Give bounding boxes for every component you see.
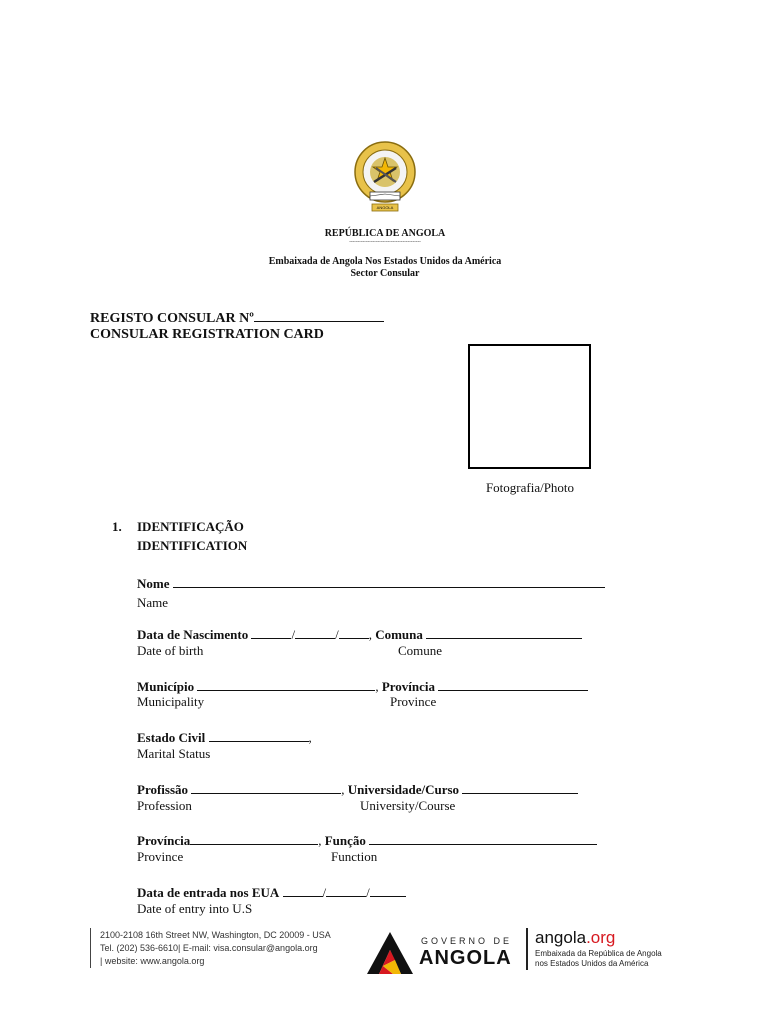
photo-box[interactable]	[468, 344, 591, 469]
site-line2: nos Estados Unidos da América	[535, 959, 649, 968]
entry-label: Data de entrada nos EUA	[137, 885, 280, 900]
consular-sector: Sector Consular	[350, 268, 420, 279]
function-label-en: Function	[331, 849, 378, 864]
birth-day-input[interactable]	[251, 626, 291, 639]
comuna-input[interactable]	[426, 626, 582, 639]
governo-logo-mark	[365, 930, 415, 976]
profissao-label: Profissão	[137, 782, 189, 797]
entry-month-input[interactable]	[326, 884, 366, 897]
footer-left-bar	[90, 928, 91, 968]
civil-label: Estado Civil	[137, 730, 206, 745]
governo-logo	[365, 930, 515, 976]
provincia2-input[interactable]	[190, 832, 318, 845]
birth-month-input[interactable]	[295, 626, 335, 639]
birth-label-en: Date of birth	[137, 643, 204, 658]
registration-number-label	[90, 309, 390, 327]
card-title: CONSULAR REGISTRATION CARD	[90, 327, 324, 342]
site-line1: Embaixada da República de Angola	[535, 949, 662, 958]
governo-top-text: GOVERNO DE	[421, 936, 513, 946]
university-label: Universidade/Curso	[347, 782, 460, 797]
registration-number-field[interactable]	[254, 309, 384, 322]
site-tld-text: .org	[586, 928, 616, 947]
province-label-en: Province	[390, 694, 437, 709]
municipality-label-en: Municipality	[137, 694, 205, 709]
profissao-row: Profissão , Universidade/Curso	[137, 781, 617, 798]
funcao-label: Função	[324, 833, 366, 848]
birth-year-input[interactable]	[339, 626, 369, 639]
section-number: 1.	[112, 519, 122, 534]
section-title-en: IDENTIFICATION	[137, 538, 248, 553]
angola-org-logo	[535, 929, 695, 969]
university-label-en: University/Course	[360, 798, 456, 813]
governo-bottom-text: ANGOLA	[419, 947, 512, 969]
municipio-label: Município	[137, 679, 195, 694]
profession-label-en: Profession	[137, 798, 192, 813]
marital-label-en: Marital Status	[137, 746, 211, 761]
civil-input[interactable]	[209, 729, 309, 742]
civil-row: Estado Civil ,	[137, 730, 312, 745]
nome-label: Nome	[137, 576, 170, 591]
funcao-input[interactable]	[369, 832, 597, 845]
footer-contact-line: Tel. (202) 536-6610| E-mail: visa.consular@angola.org	[100, 943, 318, 953]
entry-row: Data de entrada nos EUA / /	[137, 884, 537, 901]
comuna-label: Comuna	[375, 627, 423, 642]
footer-address	[100, 929, 360, 968]
angola-coat-of-arms	[350, 138, 420, 216]
birth-row: Data de Nascimento / / , Comuna	[137, 626, 617, 643]
entry-year-input[interactable]	[370, 884, 406, 897]
entry-day-input[interactable]	[283, 884, 323, 897]
municipio-row: Município , Província	[137, 678, 617, 695]
nome-input[interactable]	[173, 575, 605, 588]
site-main-text: angola	[535, 928, 587, 947]
municipio-input[interactable]	[197, 678, 375, 691]
header-divider: -------------------------------------------	[349, 240, 421, 245]
profissao-input[interactable]	[191, 781, 341, 794]
provincia-label: Província	[381, 679, 436, 694]
footer-web-line: | website: www.angola.org	[100, 956, 205, 966]
footer-logo-divider	[526, 928, 528, 970]
name-label-en: Name	[137, 595, 169, 610]
university-input[interactable]	[462, 781, 578, 794]
provincia2-label: Província	[137, 833, 191, 848]
comuna-label-en: Comune	[398, 643, 443, 658]
footer-address-line: 2100-2108 16th Street NW, Washington, DC 20009 - USA	[100, 930, 331, 940]
provincia2-row: Província , Função	[137, 832, 617, 849]
provincia-input[interactable]	[438, 678, 588, 691]
photo-caption: Fotografia/Photo	[485, 480, 575, 495]
section-title-pt: IDENTIFICAÇÃO	[137, 519, 244, 534]
nome-row	[137, 575, 617, 592]
registo-text: REGISTO CONSULAR Nº	[90, 311, 254, 326]
emblem-ribbon-text: ANGOLA	[376, 205, 394, 210]
country-name: REPÚBLICA DE ANGOLA	[324, 228, 446, 239]
embassy-name: Embaixada de Angola Nos Estados Unidos da América	[268, 256, 502, 267]
entry-label-en: Date of entry into U.S	[137, 901, 253, 916]
province2-label-en: Province	[137, 849, 184, 864]
birth-label: Data de Nascimento	[137, 627, 249, 642]
